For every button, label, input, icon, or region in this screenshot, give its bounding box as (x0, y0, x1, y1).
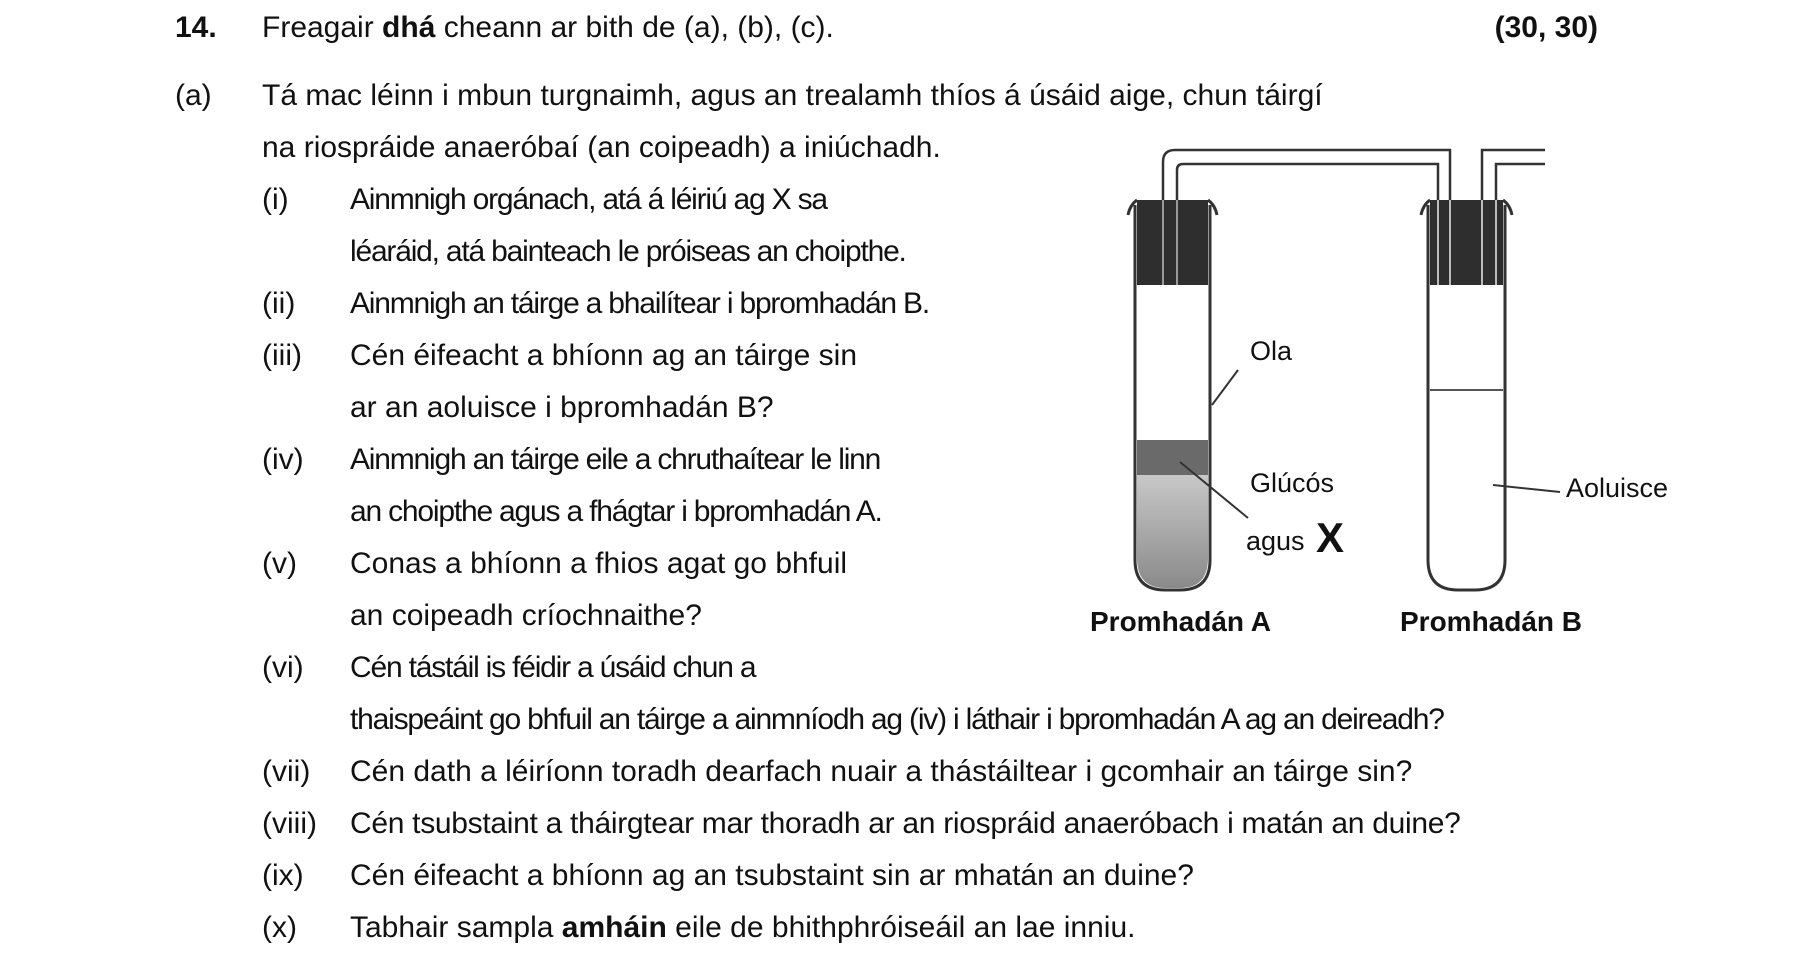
item-text: Conas a bhíonn a fhios agat go bhfuil (350, 547, 848, 580)
item-label: (iv) (262, 443, 304, 476)
label-x: X (1316, 514, 1345, 561)
item-text: an coipeadh críochnaithe? (350, 599, 702, 632)
leader-oil (1212, 370, 1238, 405)
item-label: (vi) (262, 651, 304, 684)
question-instruction: Freagair dhá cheann ar bith de (a), (b), (c). (262, 11, 834, 44)
item-text: Cén tástáil is féidir a úsáid chun a (350, 651, 756, 684)
question-marks: (30, 30) (1494, 11, 1598, 44)
item-text: Tabhair sampla amháin eile de bhithphróiseáil an lae inniu. (350, 911, 1136, 944)
item-text: Cén éifeacht a bhíonn ag an táirge sin (350, 339, 858, 372)
stopper-b (1430, 200, 1503, 285)
item-text: thaispeáint go bhfuil an táirge a ainmníodh ag (iv) i láthair i bpromhadán A ag an deireadh? (350, 703, 1444, 736)
label-tube-a: Promhadán A (1090, 606, 1271, 637)
item-label: (viii) (262, 807, 317, 840)
item-label: (i) (262, 183, 289, 216)
label-oil: Ola (1250, 336, 1293, 366)
stopper-a (1137, 200, 1208, 285)
item-text: Cén tsubstaint a tháirgtear mar thoradh ar an riospráid anaeróbach i matán an duine? (350, 807, 1461, 840)
test-tube-b (1421, 200, 1512, 590)
item-label: (x) (262, 911, 297, 944)
item-text: ar an aoluisce i bpromhadán B? (350, 391, 774, 424)
question-number: 14. (175, 11, 217, 44)
label-glucose: Glúcós (1250, 468, 1335, 498)
item-label: (ix) (262, 859, 304, 892)
item-label: (iii) (262, 339, 302, 372)
part-a-intro-line2: na riospráide anaeróbaí (an coipeadh) a iniúchadh. (262, 131, 941, 164)
item-label: (v) (262, 547, 297, 580)
test-tube-a (1128, 200, 1217, 590)
label-limewater: Aoluisce (1566, 473, 1669, 503)
part-a-label: (a) (175, 79, 212, 112)
item-text: Ainmnigh an táirge a bhailítear i bpromhadán B. (350, 287, 929, 320)
item-text: léaráid, atá bainteach le próiseas an choipthe. (350, 235, 906, 268)
label-and: agus (1246, 526, 1305, 556)
item-text: Cén dath a léiríonn toradh dearfach nuair a thástáiltear i gcomhair an táirge sin? (350, 755, 1413, 788)
item-text: Ainmnigh orgánach, atá á léiriú ag X sa (350, 183, 827, 216)
item-label: (vii) (262, 755, 311, 788)
item-text: Cén éifeacht a bhíonn ag an tsubstaint sin ar mhatán an duine? (350, 859, 1194, 892)
oil-layer (1137, 440, 1208, 475)
side-tube (1482, 150, 1545, 200)
label-tube-b: Promhadán B (1400, 606, 1583, 637)
glucose-liquid (1137, 475, 1208, 588)
item-text: an choipthe agus a fhágtar i bpromhadán A. (350, 495, 882, 528)
item-label: (ii) (262, 287, 296, 320)
item-text: Ainmnigh an táirge eile a chruthaítear le linn (350, 443, 881, 476)
part-a-intro-line1: Tá mac léinn i mbun turgnaimh, agus an trealamh thíos á úsáid aige, chun táirgí (262, 79, 1323, 112)
